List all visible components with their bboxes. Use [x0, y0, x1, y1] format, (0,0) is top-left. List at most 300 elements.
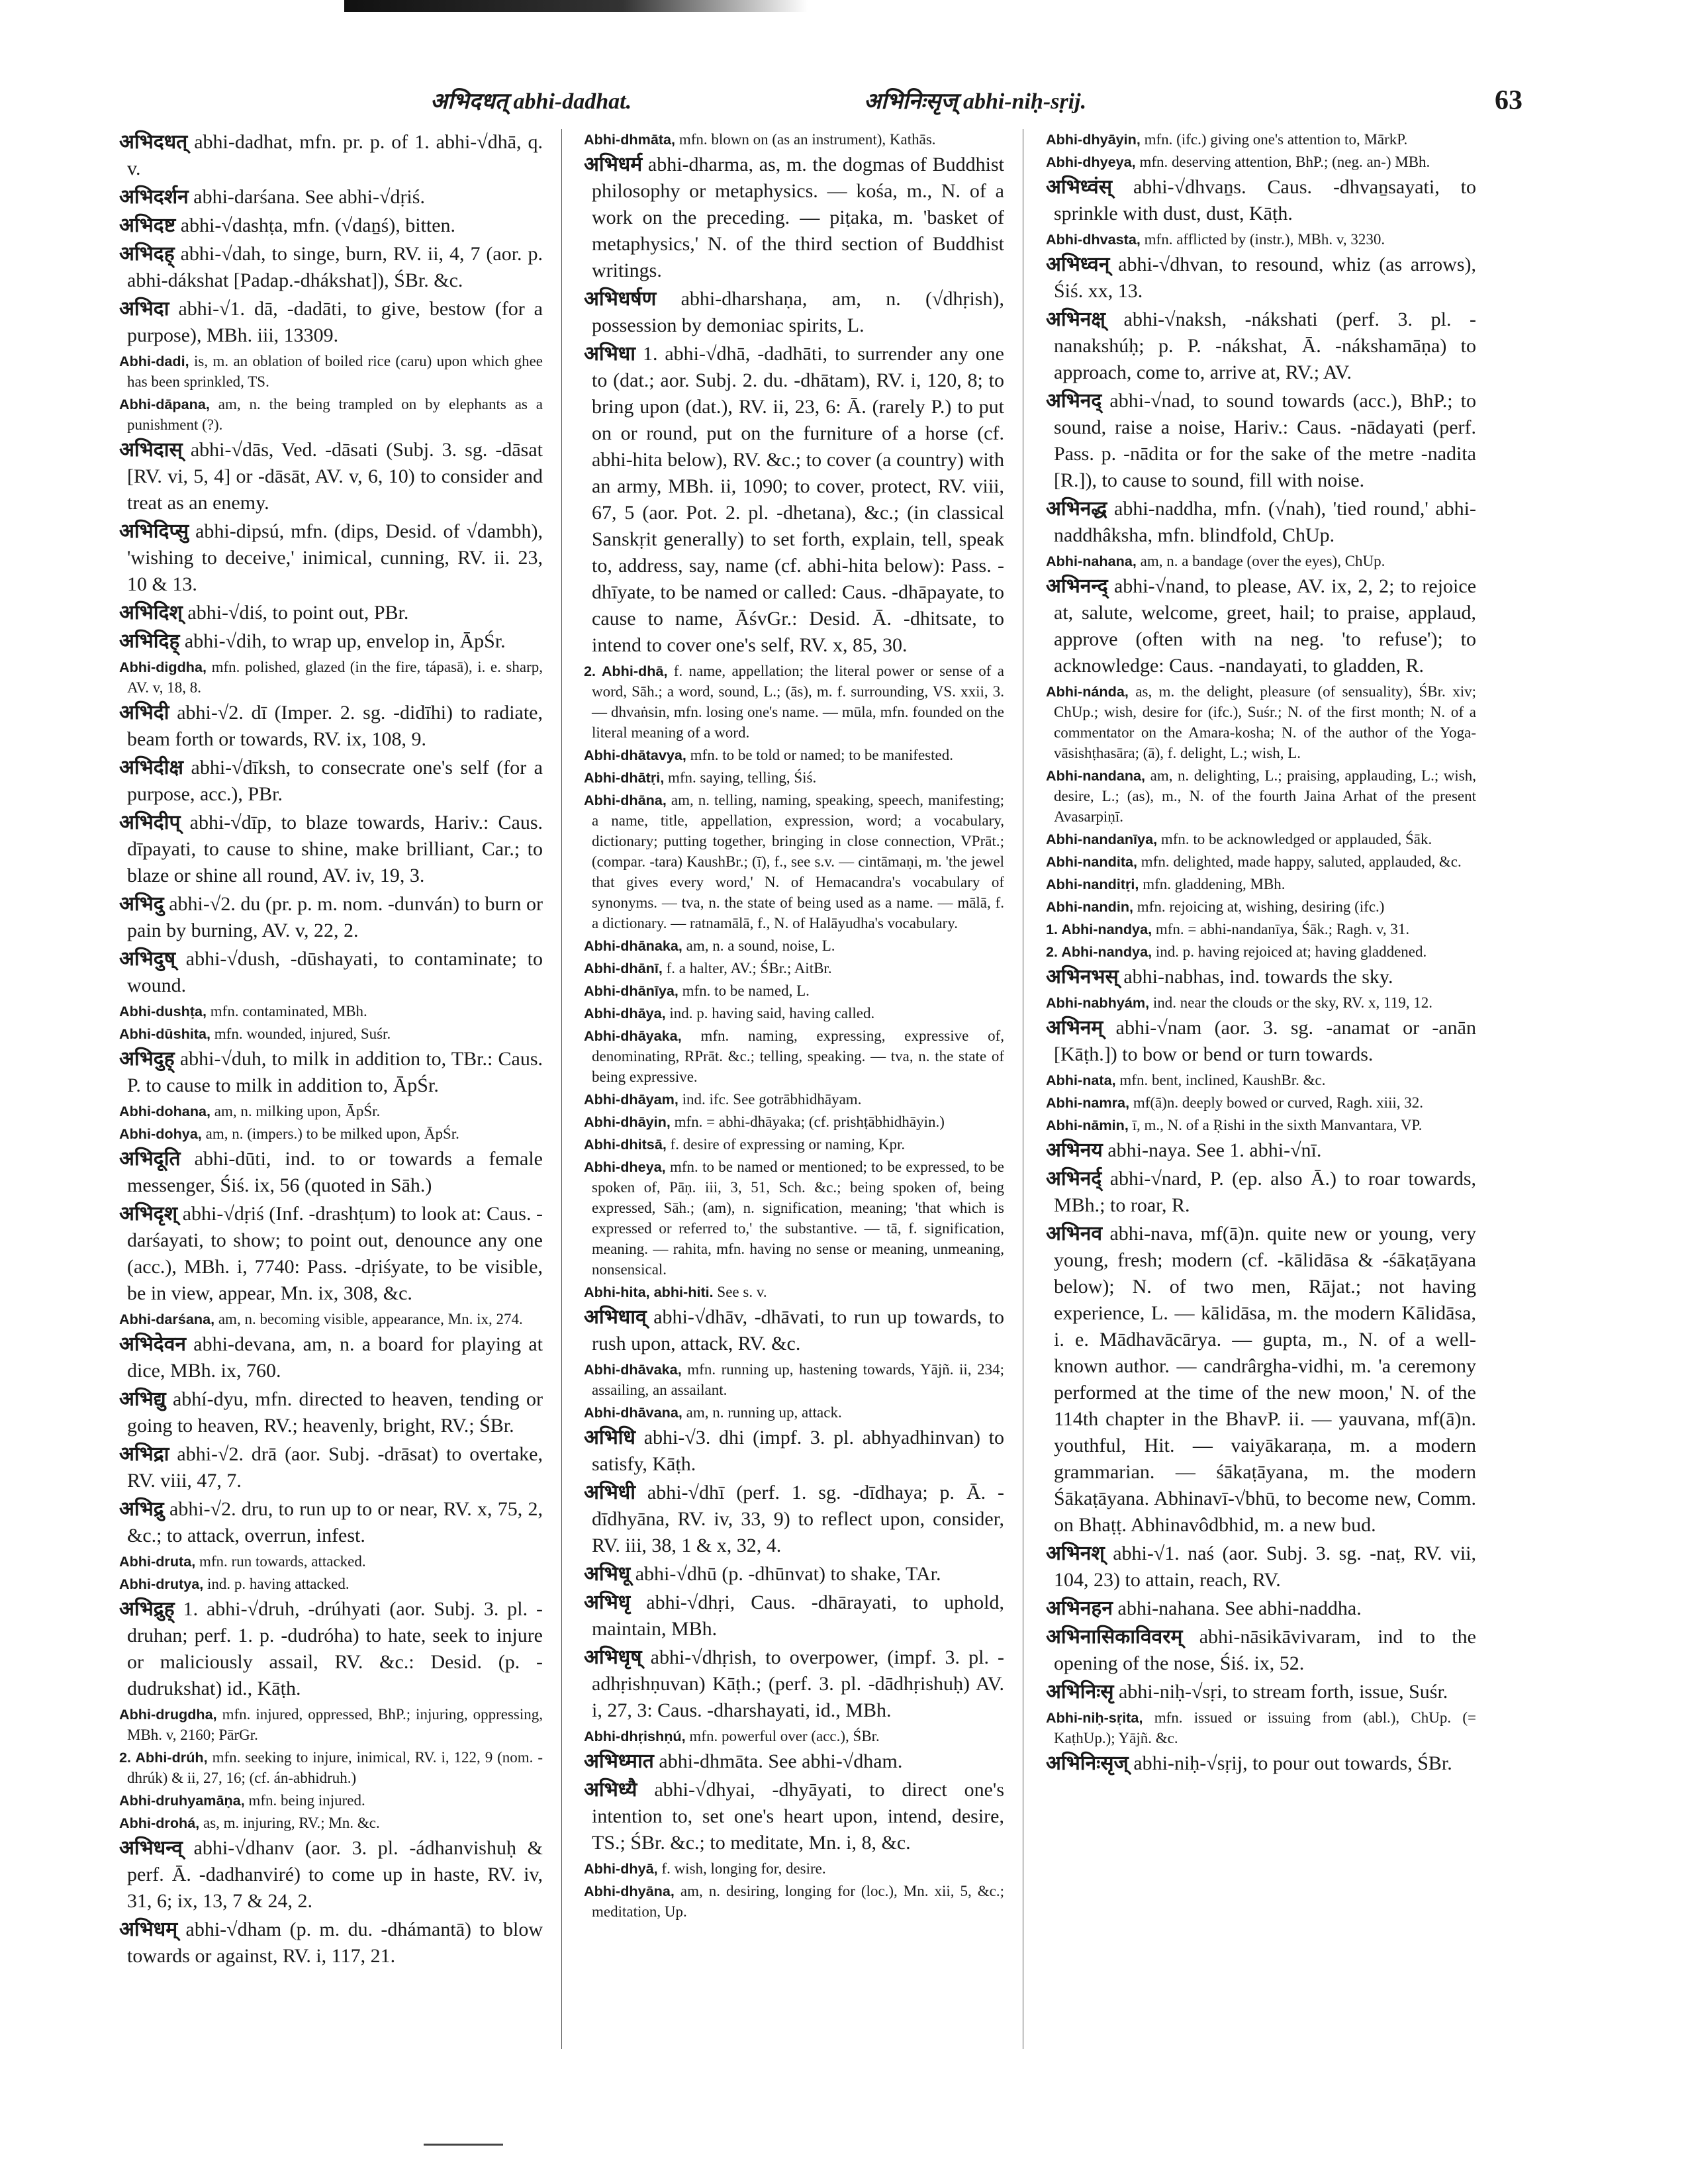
- entry-headword: Abhi-dohana,: [119, 1103, 211, 1119]
- entry-headword: Abhi-nandin,: [1046, 898, 1134, 915]
- dictionary-entry: [584, 1881, 1004, 1922]
- entry-definition: See s. v.: [717, 1284, 767, 1300]
- entry-devanagari: अभिद्रा: [119, 1443, 169, 1465]
- entry-definition: mfn. = abhi-nandanīya, Śāk.; Ragh. v, 31.: [1155, 921, 1410, 937]
- entry-devanagari: अभिदुष्: [119, 948, 176, 970]
- entry-devanagari: अभिधी: [584, 1482, 635, 1503]
- entry-devanagari: अभिदिप्सु: [119, 520, 189, 542]
- entry-definition: am, n. becoming visible, appearance, Mn. ix, 274.: [218, 1311, 523, 1327]
- dictionary-entry: [119, 1790, 543, 1811]
- dictionary-entry: [119, 600, 543, 626]
- entry-devanagari: अभिध्वंस्: [1046, 176, 1113, 198]
- dictionary-entry: [1046, 919, 1476, 939]
- column-1: [119, 129, 543, 2056]
- entry-devanagari: अभिनद्ध: [1046, 498, 1107, 520]
- header-right-word: [864, 85, 1086, 115]
- dictionary-entry: [1046, 388, 1476, 494]
- dictionary-entry: [584, 1748, 1004, 1775]
- entry-devanagari: अभिध्यै: [584, 1779, 637, 1801]
- entry-definition: am, n. running up, attack.: [686, 1404, 842, 1421]
- dictionary-entry: [584, 1858, 1004, 1879]
- entry-headword: Abhi-dhāya,: [584, 1005, 666, 1021]
- entry-devanagari: अभिधृ: [584, 1591, 631, 1613]
- entry-definition: abhi-nahana. See abhi-naddha.: [1117, 1597, 1362, 1619]
- entry-headword: Abhi-hita, abhi-hiti.: [584, 1284, 714, 1300]
- entry-definition: abhi-√2. dru, to run up to or near, RV. x, 75, 2, &c.; to attack, overrun, infest.: [127, 1498, 543, 1546]
- entry-definition: abhi-naya. See 1. abhi-√nī.: [1107, 1139, 1322, 1161]
- entry-definition: f. a halter, AV.; ŚBr.; AitBr.: [666, 960, 832, 976]
- dictionary-entry: [1046, 874, 1476, 894]
- dictionary-entry: [584, 1644, 1004, 1724]
- entry-definition: abhi-√dhṛish, to overpower, (impf. 3. pl. -adhṛishṇuvan) Kāṭh.; (perf. 3. pl. -dādhṛishuḥ) AV. i, 27, 3: Caus. -dharshayati, id., MBh.: [592, 1646, 1004, 1721]
- entry-definition: abhi-niḥ-√sṛij, to pour out towards, ŚBr.: [1133, 1752, 1452, 1774]
- entry-definition: abhi-dipsú, mfn. (dips, Desid. of √dambh), 'wishing to deceive,' inimical, cunning, RV. ii. 23, 10 & 13.: [127, 520, 543, 595]
- entry-definition: am, n. a bandage (over the eyes), ChUp.: [1140, 553, 1385, 569]
- dictionary-entry: [1046, 152, 1476, 172]
- dictionary-entry: [584, 1480, 1004, 1559]
- entry-headword: Abhi-darśana,: [119, 1311, 215, 1327]
- dictionary-entry: [119, 241, 543, 294]
- dictionary-entry: [584, 661, 1004, 743]
- entry-headword: Abhi-drutya,: [119, 1576, 204, 1592]
- entry-headword: Abhi-dhyā,: [584, 1860, 658, 1877]
- entry-headword: Abhi-nata,: [1046, 1072, 1116, 1088]
- dictionary-entry: [584, 1402, 1004, 1423]
- entry-definition: ī, m., N. of a Ṛishi in the sixth Manvantara, VP.: [1132, 1117, 1423, 1133]
- header-left-word: [430, 85, 632, 115]
- dictionary-entry: [584, 1089, 1004, 1110]
- entry-devanagari: अभिनय: [1046, 1139, 1103, 1161]
- entry-definition: 1. abhi-√dhā, -dadhāti, to surrender any one to (dat.; aor. Subj. 2. du. -dhātam), RV. i, 120, 8; to bring upon (dat.), RV. ii, 23, 6: Ā. (rarely P.) to put on or round, put on the furniture of a horse (cf. abhi-hita below), RV. &c.; to cover (a country) with an army, MBh. ii, 1090; to cover, protect, RV. viii, 67, 5 (aor. Pot. 2. pl. -dhetana), &c.; (in classical Sanskṛit generally) to set forth, explain, tell, speak to, address, say, name (cf. abhi-hita below): Pass. -dhīyate, to be named or called: Caus. -dhāpayate, to cause to name, ĀśvGr.: Desid. Ā. -dhitsate, to intend to cover one's self, RV. x, 85, 30.: [592, 343, 1004, 656]
- entry-devanagari: अभिदेवन: [119, 1333, 187, 1355]
- dictionary-entry: [1046, 174, 1476, 227]
- dictionary-entry: [584, 790, 1004, 933]
- dictionary-entry: [119, 1441, 543, 1494]
- entry-definition: abhi-devana, am, n. a board for playing at dice, MBh. ix, 760.: [127, 1333, 543, 1382]
- dictionary-entry: [119, 1747, 543, 1788]
- entry-headword: Abhi-dūshita,: [119, 1025, 211, 1042]
- dictionary-entry: [119, 1001, 543, 1021]
- dictionary-entry: [119, 1386, 543, 1439]
- dictionary-entry: [119, 1596, 543, 1702]
- entry-headword: Abhi-dhāyin,: [584, 1114, 671, 1130]
- entry-definition: f. desire of expressing or naming, Kpr.: [670, 1136, 906, 1153]
- entry-definition: am, n. a sound, noise, L.: [686, 937, 835, 954]
- entry-headword: Abhi-nahana,: [1046, 553, 1137, 569]
- entry-devanagari: अभिनर्द्: [1046, 1168, 1102, 1190]
- entry-devanagari: अभिदीक्ष: [119, 757, 183, 779]
- entry-headword: Abhi-dhāvana,: [584, 1404, 682, 1421]
- entry-definition: abhi-√dīp, to blaze towards, Hariv.: Caus. dīpayati, to cause to shine, make brilliant, Car.; to blaze or shine all round, AV. iv, 19, 3.: [127, 812, 543, 886]
- dictionary-entry: [584, 1282, 1004, 1302]
- dictionary-entry: [1046, 992, 1476, 1013]
- entry-definition: am, n. the being trampled on by elephants as a punishment (?).: [127, 396, 543, 433]
- dictionary-entry: [584, 980, 1004, 1001]
- dictionary-entry: [1046, 129, 1476, 150]
- entry-devanagari: अभिदूति: [119, 1148, 181, 1170]
- dictionary-entry: [584, 745, 1004, 765]
- dictionary-entry: [119, 1123, 543, 1144]
- dictionary-entry: [119, 891, 543, 944]
- entry-devanagari: अभिदा: [119, 298, 169, 320]
- entry-definition: mfn. to be told or named; to be manifested.: [690, 747, 953, 763]
- entry-definition: abhi-nabhas, ind. towards the sky.: [1123, 966, 1393, 988]
- entry-definition: abhí-dyu, mfn. directed to heaven, tending or going to heaven, RV.; heavenly, bright, RV.; ŚBr.: [127, 1388, 543, 1437]
- dictionary-entry: [1046, 1137, 1476, 1164]
- page-number: 63: [1495, 85, 1522, 116]
- entry-definition: abhi-√dih, to wrap up, envelop in, ĀpŚr.: [184, 630, 506, 652]
- entry-definition: mfn. issued or issuing from (abl.), ChUp. (= KaṭhUp.); Yājñ. &c.: [1054, 1709, 1476, 1746]
- dictionary-entry: [1046, 252, 1476, 305]
- dictionary-entry: [119, 351, 543, 392]
- entry-headword: Abhi-dushṭa,: [119, 1003, 207, 1020]
- entry-headword: Abhi-dhāyam,: [584, 1091, 679, 1108]
- entry-definition: am, n. milking upon, ĀpŚr.: [214, 1103, 381, 1119]
- dictionary-entry: [119, 1309, 543, 1329]
- entry-definition: abhi-√2. du (pr. p. m. nom. -dunván) to burn or pain by burning, AV. v, 22, 2.: [127, 893, 543, 941]
- entry-headword: Abhi-dhitsā,: [584, 1136, 667, 1153]
- entry-definition: mfn. saying, telling, Śiś.: [668, 769, 817, 786]
- entry-headword: Abhi-dhātavya,: [584, 747, 686, 763]
- entry-definition: mfn. deserving attention, BhP.; (neg. an-) MBh.: [1139, 154, 1430, 170]
- entry-headword: Abhi-nandana,: [1046, 767, 1146, 784]
- dictionary-entry: [584, 1157, 1004, 1280]
- entry-definition: mfn. delighted, made happy, saluted, applauded, &c.: [1141, 853, 1462, 870]
- entry-headword: Abhi-nandanīya,: [1046, 831, 1158, 847]
- dictionary-entry: [1046, 1595, 1476, 1622]
- entry-definition: abhi-√dham (p. m. du. -dhámantā) to blow towards or against, RV. i, 117, 21.: [127, 1919, 543, 1967]
- dictionary-entry: [119, 1917, 543, 1970]
- entry-devanagari: अभिध्वन्: [1046, 254, 1110, 275]
- dictionary-entry: [584, 1025, 1004, 1087]
- entry-definition: mfn. powerful over (acc.), ŚBr.: [689, 1728, 880, 1744]
- dictionary-entry: [119, 296, 543, 349]
- entry-headword: Abhi-dāpana,: [119, 396, 210, 412]
- entry-definition: mfn. seeking to injure, inimical, RV. i, 122, 9 (nom. -dhrúk) & ii, 27, 16; (cf. án-abhidruh.): [127, 1749, 543, 1786]
- entry-headword: Abhi-niḥ-sṛita,: [1046, 1709, 1143, 1726]
- dictionary-entry: [1046, 573, 1476, 679]
- dictionary-entry: [584, 1425, 1004, 1478]
- dictionary-entry: [584, 286, 1004, 339]
- entry-definition: abhi-dhmāta. See abhi-√dham.: [659, 1750, 903, 1772]
- dictionary-entry: [584, 935, 1004, 956]
- entry-definition: abhi-√dhvaṉs. Caus. -dhvaṉsayati, to sprinkle with dust, dust, Kāṭh.: [1054, 176, 1476, 224]
- dictionary-entry: [119, 213, 543, 239]
- entry-headword: Abhi-nánda,: [1046, 683, 1129, 700]
- entry-definition: as, m. injuring, RV.; Mn. &c.: [203, 1815, 380, 1831]
- entry-definition: abhi-√duh, to milk in addition to, TBr.: Caus. P. to cause to milk in addition to, ĀpŚr.: [127, 1048, 543, 1096]
- entry-definition: abhi-darśana. See abhi-√dṛiś.: [193, 186, 425, 208]
- dictionary-entry: [119, 1201, 543, 1307]
- entry-headword: Abhi-nanditṛi,: [1046, 876, 1139, 892]
- entry-devanagari: अभिधाव्: [584, 1306, 647, 1328]
- column-3: [1046, 129, 1476, 2056]
- entry-definition: abhi-√1. dā, -dadāti, to give, bestow (for a purpose), MBh. iii, 13309.: [127, 298, 543, 346]
- dictionary-entry: [1046, 765, 1476, 827]
- entry-definition: abhi-√naksh, -nákshati (perf. 3. pl. -nanakshúḥ; p. P. -nákshat, Ā. -nákshamāṇa) to approach, come to, arrive at, RV.; AV.: [1054, 309, 1476, 383]
- entry-devanagari: अभिधा: [584, 343, 635, 365]
- entry-definition: abhi-√dhanv (aor. 3. pl. -ádhanvishuḥ & perf. Ā. -dadhanviré) to come up in haste, RV. iv, 31, 6; ix, 13, 7 & 24, 2.: [127, 1837, 543, 1912]
- header-right-devanagari: अभिनिःसृज्: [864, 89, 958, 114]
- header-right-transliteration: abhi-niḥ-sṛij.: [962, 89, 1087, 114]
- entry-definition: mfn. naming, expressing, expressive of, denominating, RPrāt. &c.; telling, speaking. — tva, n. the state of being expressive.: [592, 1027, 1004, 1085]
- entry-definition: abhi-√nam (aor. 3. sg. -anamat or -anān [Kāṭh.]) to bow or bend or turn towards.: [1054, 1017, 1476, 1065]
- entry-headword: Abhi-dhānī,: [584, 960, 663, 976]
- entry-devanagari: अभिधि: [584, 1427, 635, 1448]
- entry-headword: Abhi-dhāyaka,: [584, 1027, 682, 1044]
- dictionary-entry: [119, 1331, 543, 1384]
- entry-definition: abhi-√dush, -dūshayati, to contaminate; to wound.: [127, 948, 543, 996]
- entry-definition: mfn. running up, hastening towards, Yājñ. ii, 234; assailing, an assailant.: [592, 1361, 1004, 1398]
- entry-headword: Abhi-digdha,: [119, 659, 207, 675]
- entry-devanagari: अभिधृष्: [584, 1646, 642, 1668]
- entry-headword: Abhi-nabhyám,: [1046, 994, 1150, 1011]
- entry-definition: abhi-dūti, ind. to or towards a female messenger, Śiś. ix, 56 (quoted in Sāh.): [127, 1148, 543, 1196]
- running-header: [119, 85, 1522, 122]
- entry-devanagari: अभिदृश्: [119, 1203, 178, 1225]
- dictionary-entry: [584, 1134, 1004, 1155]
- entry-devanagari: अभिनन्द्: [1046, 575, 1108, 597]
- dictionary-entry: [119, 1046, 543, 1099]
- entry-definition: f. name, appellation; the literal power or sense of a word, Sāh.; a word, sound, L.; (ās), m. f. surrounding, VS. xxii, 3. — dhvaṅsin, mfn. losing one's name. — mūla, mfn. founded on the literal meaning of a word.: [592, 663, 1004, 741]
- entry-devanagari: अभिदह्: [119, 243, 175, 265]
- entry-definition: as, m. the delight, pleasure (of sensuality), ŚBr. xiv; ChUp.; wish, desire for (ifc.), Suśr.; N. of the first month; N. of a commentator on the Amara-kosha; N. of the author of the Yoga-vāsishṭhasāra; (ā), f. delight, L.; wish, L.: [1054, 683, 1476, 761]
- entry-devanagari: अभिद्रुह्: [119, 1598, 175, 1620]
- entry-headword: Abhi-dheya,: [584, 1159, 666, 1175]
- dictionary-entry: [584, 1304, 1004, 1357]
- entry-definition: abhi-nāsikāvivaram, ind to the opening of the nose, Śiś. ix, 52.: [1054, 1626, 1476, 1674]
- dictionary-entry: [584, 152, 1004, 284]
- dictionary-entry: [1046, 496, 1476, 549]
- entry-devanagari: अभिधू: [584, 1563, 631, 1585]
- entry-headword: Abhi-dhmāta,: [584, 131, 676, 148]
- entry-definition: mfn. gladdening, MBh.: [1143, 876, 1286, 892]
- entry-definition: ind. ifc. See gotrābhidhāyam.: [682, 1091, 862, 1108]
- dictionary-entry: [119, 810, 543, 889]
- dictionary-entry: [119, 1813, 543, 1833]
- dictionary-entry: [119, 129, 543, 182]
- entry-headword: Abhi-namra,: [1046, 1094, 1130, 1111]
- entry-definition: abhi-niḥ-√sṛi, to stream forth, issue, Suśr.: [1119, 1681, 1448, 1703]
- entry-definition: mfn. afflicted by (instr.), MBh. v, 3230.: [1144, 231, 1385, 248]
- column-2: [584, 129, 1004, 2056]
- dictionary-entry: [1046, 941, 1476, 962]
- entry-devanagari: अभिनक्ष्: [1046, 309, 1105, 330]
- entry-definition: mfn. = abhi-dhāyaka; (cf. prishṭābhidhāyin.): [674, 1114, 945, 1130]
- entry-definition: abhi-dharshaṇa, am, n. (√dhṛish), possession by demoniac spirits, L.: [592, 288, 1004, 336]
- dictionary-entry: [584, 1777, 1004, 1856]
- dictionary-entry: [119, 1146, 543, 1199]
- entry-headword: Abhi-dadi,: [119, 353, 189, 369]
- dictionary-entry: [119, 518, 543, 598]
- dictionary-entry: [584, 1561, 1004, 1588]
- dictionary-entry: [1046, 964, 1476, 990]
- dictionary-entry: [119, 1704, 543, 1745]
- entry-definition: ind. p. having rejoiced at; having gladdened.: [1155, 943, 1427, 960]
- dictionary-entry: [1046, 1221, 1476, 1539]
- entry-definition: ind. p. having said, having called.: [669, 1005, 875, 1021]
- entry-devanagari: अभिनिःसृज्: [1046, 1752, 1129, 1774]
- entry-definition: abhi-naddha, mfn. (√nah), 'tied round,' abhi-naddhâksha, mfn. blindfold, ChUp.: [1054, 498, 1476, 546]
- entry-definition: am, n. (impers.) to be milked upon, ĀpŚr.: [205, 1125, 459, 1142]
- entry-devanagari: अभिदर्शन: [119, 186, 189, 208]
- entry-devanagari: अभिदधत्: [119, 131, 188, 153]
- dictionary-entry: [1046, 1541, 1476, 1593]
- entry-headword: Abhi-dhāna,: [584, 792, 667, 808]
- header-left-transliteration: abhi-dadhat.: [513, 89, 632, 114]
- header-left-devanagari: अभिदधत्: [430, 89, 508, 114]
- dictionary-entry: [1046, 1115, 1476, 1135]
- dictionary-entry: [1046, 851, 1476, 872]
- dictionary-entry: [584, 1359, 1004, 1400]
- dictionary-entry: [1046, 1624, 1476, 1677]
- entry-headword: 2. Abhi-drúh,: [119, 1749, 208, 1766]
- dictionary-entry: [584, 1112, 1004, 1132]
- dictionary-entry: [119, 755, 543, 808]
- entry-definition: abhi-√dhṛi, Caus. -dhārayati, to uphold, maintain, MBh.: [592, 1591, 1004, 1640]
- entry-devanagari: अभिनश्: [1046, 1543, 1105, 1564]
- dictionary-entry: [584, 1590, 1004, 1642]
- dictionary-entry: [584, 341, 1004, 659]
- entry-devanagari: अभिनिःसृ: [1046, 1681, 1114, 1703]
- entry-headword: Abhi-dhātṛi,: [584, 769, 665, 786]
- entry-definition: ind. p. having attacked.: [207, 1576, 350, 1592]
- entry-headword: Abhi-dhyāna,: [584, 1883, 675, 1899]
- dictionary-entry: [584, 958, 1004, 978]
- dictionary-entry: [119, 437, 543, 516]
- dictionary-entry: [1046, 829, 1476, 849]
- entry-definition: mfn. injured, oppressed, BhP.; injuring, oppressing, MBh. v, 2160; PārGr.: [127, 1706, 543, 1743]
- entry-headword: Abhi-drohá,: [119, 1815, 200, 1831]
- dictionary-entry: [1046, 1092, 1476, 1113]
- entry-definition: mfn. run towards, attacked.: [199, 1553, 366, 1570]
- entry-devanagari: अभिद्यु: [119, 1388, 166, 1410]
- entry-devanagari: अभिद्रु: [119, 1498, 164, 1520]
- dictionary-entry: [1046, 1015, 1476, 1068]
- dictionary-entry: [119, 1023, 543, 1044]
- entry-definition: abhi-√2. drā (aor. Subj. -drāsat) to overtake, RV. viii, 47, 7.: [127, 1443, 543, 1492]
- dictionary-entry: [119, 1551, 543, 1572]
- dictionary-entry: [584, 1726, 1004, 1746]
- dictionary-entry: [1046, 896, 1476, 917]
- entry-devanagari: अभिधर्म: [584, 154, 643, 175]
- entry-devanagari: अभिदिह्: [119, 630, 180, 652]
- entry-definition: abhi-√dhī (perf. 1. sg. -dīdhaya; p. Ā. -dīdhyāna, RV. iv, 33, 9) to reflect upon, consider, RV. iii, 38, 1 & x, 32, 4.: [592, 1482, 1004, 1556]
- dictionary-entry: [584, 1003, 1004, 1023]
- dictionary-entry: [1046, 681, 1476, 763]
- entry-devanagari: अभिदी: [119, 702, 169, 724]
- entry-devanagari: अभिदीप्: [119, 812, 181, 833]
- entry-definition: mf(ā)n. deeply bowed or curved, Ragh. xiii, 32.: [1133, 1094, 1423, 1111]
- entry-headword: Abhi-dhvasta,: [1046, 231, 1141, 248]
- dictionary-entry: [584, 767, 1004, 788]
- entry-headword: Abhi-nāmin,: [1046, 1117, 1129, 1133]
- dictionary-entry: [119, 1101, 543, 1121]
- dictionary-entry: [1046, 1707, 1476, 1748]
- entry-definition: mfn. wounded, injured, Suśr.: [214, 1025, 391, 1042]
- entry-definition: abhi-√dhyai, -dhyāyati, to direct one's intention to, set one's heart upon, intend, desire, TS.; ŚBr. &c.; to meditate, Mn. i, 8, &c.: [592, 1779, 1004, 1854]
- entry-headword: Abhi-dhyāyin,: [1046, 131, 1141, 148]
- entry-devanagari: अभिनव: [1046, 1223, 1103, 1245]
- dictionary-entry: [119, 657, 543, 698]
- entry-definition: ind. near the clouds or the sky, RV. x, 119, 12.: [1152, 994, 1432, 1011]
- entry-definition: is, m. an oblation of boiled rice (caru) upon which ghee has been sprinkled, TS.: [127, 353, 543, 390]
- dictionary-entry: [1046, 551, 1476, 571]
- entry-definition: abhi-√dās, Ved. -dāsati (Subj. 3. sg. -dāsat [RV. vi, 5, 4] or -dāsāt, AV. v, 6, 10) to consider and treat as an enemy.: [127, 439, 543, 514]
- dictionary-entry: [119, 1835, 543, 1915]
- entry-devanagari: अभिदष्ट: [119, 214, 176, 236]
- entry-definition: abhi-√dīksh, to consecrate one's self (for a purpose, acc.), PBr.: [127, 757, 543, 805]
- entry-definition: mfn. polished, glazed (in the fire, tápasā), i. e. sharp, AV. v, 18, 8.: [127, 659, 543, 696]
- entry-headword: Abhi-druta,: [119, 1553, 196, 1570]
- dictionary-entry: [119, 394, 543, 435]
- footer-mark: [424, 2144, 503, 2146]
- entry-definition: mfn. rejoicing at, wishing, desiring (ifc.): [1137, 898, 1385, 915]
- dictionary-entry: [584, 129, 1004, 150]
- entry-devanagari: अभिनभस्: [1046, 966, 1119, 988]
- entry-headword: Abhi-drugdha,: [119, 1706, 217, 1723]
- entry-headword: Abhi-dohya,: [119, 1125, 202, 1142]
- entry-definition: am, n. desiring, longing for (loc.), Mn. xii, 5, &c.; meditation, Up.: [592, 1883, 1004, 1920]
- entry-devanagari: अभिधर्षण: [584, 288, 657, 310]
- entry-definition: mfn. being injured.: [248, 1792, 365, 1809]
- entry-headword: Abhi-dhāvaka,: [584, 1361, 682, 1378]
- entry-definition: am, n. telling, naming, speaking, speech, manifesting; a name, title, appellation, expression, word; a vocabulary, dictionary; putting together, bringing in close connection, VPrāt.; (compar. -tara) KaushBr.; (ī), f., see s.v. — cintāmaṇi, m. 'the jewel that gives every word,' N. of Hemacandra's vocabulary of synonyms. — tva, n. the state of being used as a name. — mālā, f. a dictionary. — ratnamālā, f., N. of Halāyudha's vocabulary.: [592, 792, 1004, 931]
- entry-devanagari: अभिदास्: [119, 439, 183, 461]
- dictionary-entry: [1046, 229, 1476, 250]
- entry-definition: abhi-√1. naś (aor. Subj. 3. sg. -naṭ, RV. vii, 104, 23) to attain, reach, RV.: [1054, 1543, 1476, 1591]
- entry-headword: Abhi-dhṛishṇú,: [584, 1728, 686, 1744]
- entry-definition: 1. abhi-√druh, -drúhyati (aor. Subj. 3. pl. -druhan; perf. 1. p. -dudróha) to hate, seek to injure or maliciously assail, RV. &c.: Desid. (p. -dudrukshat) id., Kāṭh.: [127, 1598, 543, 1699]
- entry-definition: mfn. to be acknowledged or applauded, Śāk.: [1160, 831, 1432, 847]
- entry-definition: am, n. delighting, L.; praising, applauding, L.; wish, desire, L.; (as), m., N. of the fourth Jaina Arhat of the present Avasarpiṇī.: [1054, 767, 1476, 825]
- entry-definition: abhi-nava, mf(ā)n. quite new or young, very young, fresh; modern (cf. -kālidāsa & -śākaṭāyana below); N. of two men, Rājat.; not having experience, L. — kālidāsa, m. the modern Kālidāsa, i. e. Mādhavācārya. — gupta, m., N. of a well-known author. — candrârgha-vidhi, m. 'a ceremony performed at the time of the new moon,' N. of the 114th chapter in the BhavP. ii. — yauvana, mf(ā)n. youthful, Hit. — vaiyākaraṇa, m. a modern grammarian. — śākaṭāyana, m. the modern Śākaṭāyana. Abhinavī-√bhū, to become new, Comm. on Bhaṭṭ. Abhinavôdbhid, m. a new bud.: [1054, 1223, 1476, 1536]
- entry-devanagari: अभिध्मात: [584, 1750, 654, 1772]
- entry-definition: mfn. to be named or mentioned; to be expressed, to be spoken of, Pāṇ. iii, 3, 51, Sch. &c.; being spoken of, being expressed, Sāh.; (am), n. signification, meaning; 'that which is expressed or referred to,' the substantive. — tā, f. signification, meaning. — rahita, mfn. having no sense or meaning, unmeaning, nonsensical.: [592, 1159, 1004, 1278]
- entry-definition: abhi-√dhvan, to resound, whiz (as arrows), Śiś. xx, 13.: [1054, 254, 1476, 302]
- entry-definition: abhi-dharma, as, m. the dogmas of Buddhist philosophy or metaphysics. — kośa, m., N. of a work on the preceding. — piṭaka, m. 'basket of metaphysics,' N. of the third section of Buddhist writings.: [592, 154, 1004, 281]
- entry-devanagari: अभिदु: [119, 893, 164, 915]
- dictionary-entry: [119, 1496, 543, 1549]
- entry-definition: abhi-√dṛiś (Inf. -drashṭum) to look at: Caus. -darśayati, to show; to point out, denounce any one (acc.), MBh. i, 7740: Pass. -dṛiśyate, to be visible, be in view, appear, Mn. ix, 308, &c.: [127, 1203, 543, 1304]
- top-edge-shadow: [344, 0, 808, 12]
- dictionary-entry: [119, 700, 543, 753]
- dictionary-entry: [1046, 1166, 1476, 1219]
- entry-devanagari: अभिनम्: [1046, 1017, 1103, 1039]
- entry-devanagari: अभिनासिकाविवरम्: [1046, 1626, 1183, 1648]
- entry-definition: abhi-√nard, P. (ep. also Ā.) to roar towards, MBh.; to roar, R.: [1054, 1168, 1476, 1216]
- entry-devanagari: अभिनहन: [1046, 1597, 1113, 1619]
- entry-definition: abhi-√dashṭa, mfn. (√daṉś), bitten.: [180, 214, 456, 236]
- entry-headword: Abhi-dhānaka,: [584, 937, 682, 954]
- dictionary-entry: [119, 946, 543, 999]
- entry-headword: 2. Abhi-dhā,: [584, 663, 668, 679]
- entry-devanagari: अभिदिश्: [119, 602, 183, 624]
- entry-definition: abhi-√3. dhi (impf. 3. pl. abhyadhinvan) to satisfy, Kāṭh.: [592, 1427, 1004, 1475]
- column-divider-1: [561, 129, 562, 2049]
- entry-headword: Abhi-dhānīya,: [584, 982, 679, 999]
- dictionary-entry: [1046, 1750, 1476, 1777]
- entry-definition: mfn. to be named, L.: [682, 982, 810, 999]
- dictionary-entry: [1046, 1070, 1476, 1090]
- entry-definition: abhi-√dhāv, -dhāvati, to run up towards, to rush upon, attack, RV. &c.: [592, 1306, 1004, 1354]
- entry-definition: abhi-√dhū (p. -dhūnvat) to shake, TAr.: [635, 1563, 941, 1585]
- entry-headword: Abhi-druhyamāṇa,: [119, 1792, 245, 1809]
- entry-definition: abhi-√dah, to singe, burn, RV. ii, 4, 7 (aor. p. abhi-dákshat [Padap.-dhákshat]), ŚBr. &c.: [127, 243, 543, 291]
- entry-definition: mfn. bent, inclined, KaushBr. &c.: [1119, 1072, 1326, 1088]
- entry-definition: abhi-√2. dī (Imper. 2. sg. -didīhi) to radiate, beam forth or towards, RV. ix, 108, 9.: [127, 702, 543, 750]
- dictionary-entry: [119, 184, 543, 211]
